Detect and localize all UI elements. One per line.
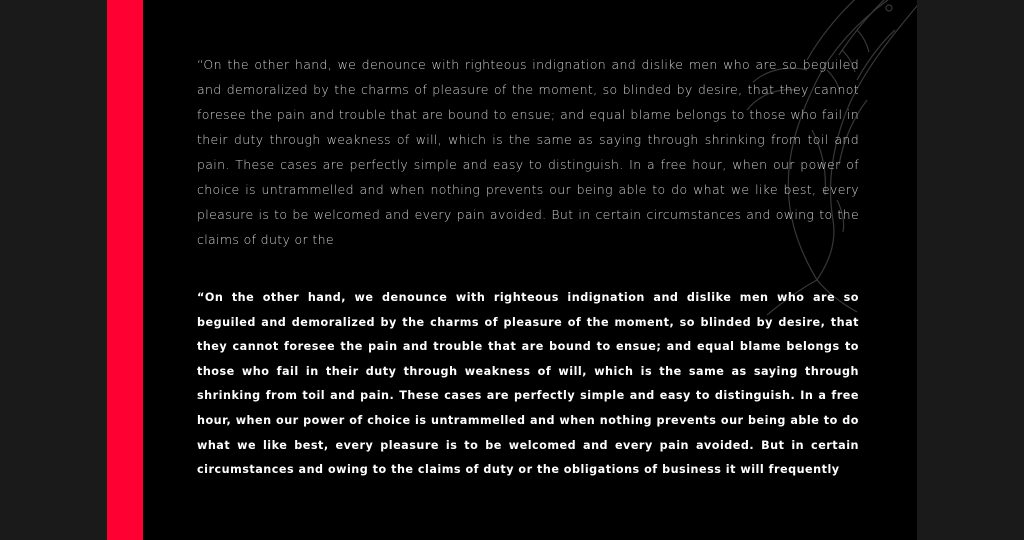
bold-weight-specimen-paragraph: “On the other hand, we denounce with righteous indignation and dislike men who are so beguiled and demoralized by the charms of pleasure of the moment, so blinded by desire, that they cannot foresee the pain and trouble that are bound to ensue; and equal blame belongs to those who fail in their duty through weakness of will, which is the same as saying through shrinking from toil and pain. These cases are perfectly simple and easy to distinguish. In a free hour, when our power of choice is untrammelled and when nothing prevents our being able to do what we like best, every pleasure is to be welcomed and every pain avoided. But in certain circumstances and owing to the claims of duty or the obligations of business it will frequently — [197, 291, 859, 477]
red-accent-bar — [107, 0, 143, 540]
specimen-canvas — [107, 0, 917, 540]
light-weight-specimen-paragraph: “On the other hand, we denounce with righteous indignation and dislike men who are so beguiled and demoralized by the charms of pleasure of the moment, so blinded by desire, that they cannot foresee the pain and trouble that are bound to ensue; and equal blame belongs to those who fail in their duty through weakness of will, which is the same as saying through shrinking from toil and pain. These cases are perfectly simple and easy to distinguish. In a free hour, when our power of choice is untrammelled and when nothing prevents our being able to do what we like best, every pleasure is to be welcomed and every pain avoided. But in certain circumstances and owing to the claims of duty or the — [197, 57, 859, 247]
